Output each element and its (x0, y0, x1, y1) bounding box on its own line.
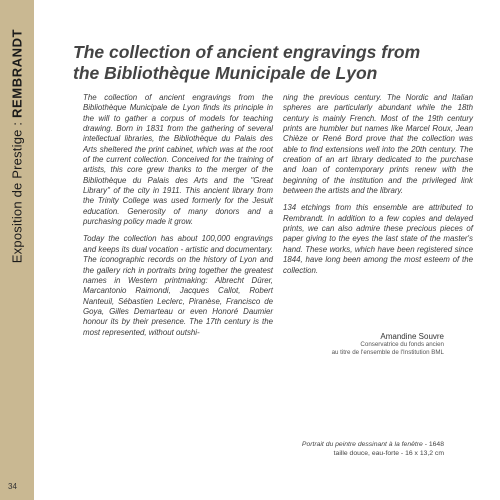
paragraph: Today the collection has about 100,000 engravings and keeps its dual vocation - artistic and documentary. The iconographic records on the history of Lyon and the gallery rich in portraits bring together the greatest names in Western printmaking: Albrecht Dürer, Marcantonio Raimondi, Jacques Callot, Robert Nanteuil, Sébastien Leclerc, Piranèse, Francisco de Goya, Gilles Demarteau or even Honoré Daumier honour its by their presence. The 17th century is the most represented, without outshi- (83, 234, 273, 337)
paragraph: ning the previous century. The Nordic and Italian spheres are particularly abundant while the 18th century is mainly French. Most of the 19th century prints are humbler but names like Marcel Roux, Jean Chièze or René Bord prove that the collection was able to find extensions well into the 20th century. The creation of an art library dedicated to the purchase and loan of contemporary prints renew with the beginning of the institution and the privileged link between the artists and the library. (283, 93, 473, 196)
title-line-2: the Bibliothèque Municipale de Lyon (73, 63, 378, 83)
title-line-1: The collection of ancient engravings from (73, 42, 421, 62)
author-name: Amandine Souvre (380, 332, 444, 341)
caption-details: taille douce, eau-forte - 16 x 13,2 cm (333, 450, 444, 457)
caption-title: Portrait du peintre dessinant à la fenêtre (301, 441, 423, 448)
paragraph: The collection of ancient engravings from the Bibliothèque Municipale de Lyon finds its principle in the will to gather a corpus of models for teaching drawing. Born in 1831 from the gathering of several intellectual libraries, the Bibliothèque du Palais des Arts sheltered the print cabinet, which was at the root of the current collection. Conceived for the training of artists, this core grew thanks to the merger of the Bibliothèque du Palais des Arts and the "Great Library" of the city in 1911. This ancient library from the Trinity College was used formerly for the Jesuit education. Generosity of many donors and a purchasing policy made it grow. (83, 93, 273, 227)
sidebar-label-normal: Exposition de Prestige : (9, 117, 25, 264)
page-title (73, 42, 473, 84)
caption-year: - 1648 (422, 441, 444, 448)
author-institution: au titre de l'ensemble de l'Institution BML (331, 349, 444, 356)
image-caption (302, 440, 444, 458)
paragraph: 134 etchings from this ensemble are attributed to Rembrandt. In addition to a few copies and delayed prints, we can also admire these precious pieces of paper giving to the eyes the last state of the master's hand. These works, which have been registered since 1844, have long been among the most esteem of the collection. (283, 203, 473, 275)
sidebar-band (0, 0, 34, 500)
signature-block (332, 332, 444, 357)
page-number: 34 (8, 482, 17, 491)
text-column-right (283, 93, 473, 283)
text-column-left (83, 93, 273, 345)
author-role: Conservatrice du fonds ancien (360, 341, 444, 348)
sidebar-label (10, 29, 25, 263)
sidebar-label-bold: REMBRANDT (9, 28, 25, 118)
